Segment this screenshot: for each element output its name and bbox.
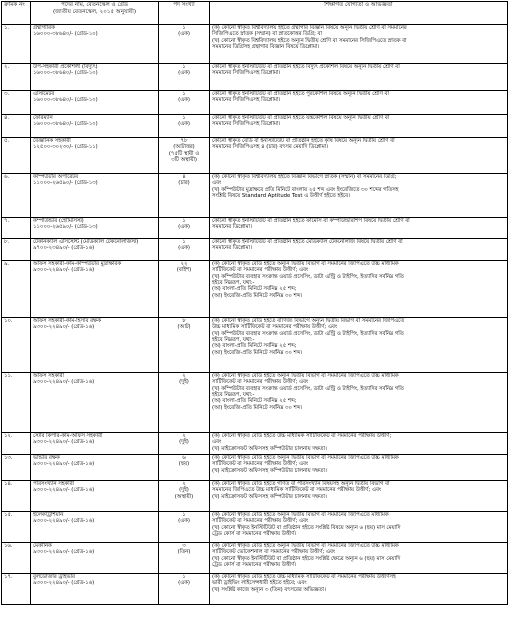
row-count <box>159 25 210 64</box>
row-count-line: (তিন) <box>177 549 191 556</box>
row-count-line: (এক) <box>178 31 190 38</box>
row-qualification-line: (আ) ইংরেজি-প্রতি মিনিটে সর্বনিম্ন ৩০ শব্দ। <box>212 404 303 411</box>
row-count <box>159 455 210 481</box>
table-row <box>2 64 508 91</box>
row-serial: ১১. <box>2 373 31 433</box>
row-post-line: ১২৫০০-৩০২৩০/- (গ্রেড-১১) <box>33 144 98 151</box>
row-qualification <box>210 261 508 318</box>
row-qualification-line: সমমানের ডিগ্রিসহ গ্রন্থাগার বিজ্ঞান বিষয়ে ডিপ্লোমা। <box>212 44 320 51</box>
row-post-line: ভান্ডার রক্ষক <box>33 455 60 461</box>
header-qualification: শিক্ষাগত যোগ্যতা ও অভিজ্ঞতা <box>210 2 508 25</box>
row-post <box>31 481 159 512</box>
row-post-line: অফিস সহকারী-কাম-হিসাব রক্ষক <box>33 318 101 324</box>
row-serial: ১. <box>2 25 31 64</box>
row-post-line: কম্পিউটার অপারেটর <box>33 174 79 180</box>
row-qualification-line: (খ) কোনো স্বীকৃত ইনস্টিটিউট বা প্রতিষ্ঠান হইতে সংশ্লিষ্ট বিষয়ে অন্যূন ৬ (ছয়) মাস মেয়াদি <box>212 524 401 531</box>
row-qualification-line: এবং <box>212 439 222 446</box>
row-count-line: ২ <box>182 433 186 439</box>
row-qualification-line: (অ) বাংলা-প্রতি মিনিটে সর্বনিম্ন ২৫ শব্দ; <box>212 343 297 350</box>
row-serial: ৮. <box>2 239 31 261</box>
row-qualification <box>210 25 508 64</box>
row-qualification <box>210 543 508 574</box>
row-count-line: (ছয়) <box>178 461 190 468</box>
row-count <box>159 543 210 574</box>
row-qualification-line: সমমানের ডিপ্লোমা। <box>212 224 252 231</box>
row-qualification-line: (ক) কোনো স্বীকৃত বোর্ড হইতে অন্যূন দ্বিতীয় বিভাগ বা সমমানের জিপিএতে উচ্চ মাধ্যমিক <box>212 543 399 549</box>
row-qualification-line: সিজিপিএতে স্নাতক (সম্মান) বা স্নাতকোত্তর ডিগ্রি; বা <box>212 31 323 38</box>
row-qualification-line: ট্রেড কোর্স বা সমমানের পরীক্ষায় উত্তীর্ণ। <box>212 562 297 569</box>
row-count-line: (দুই) <box>179 379 189 386</box>
table-row <box>2 318 508 373</box>
row-qualification-line: ভারী ড্রাইভিং লাইসেন্সধারী হইতে হইবে; এবং <box>212 580 307 587</box>
table-row <box>2 373 508 433</box>
row-qualification-line: (আ) ইংরেজি-প্রতি মিনিটে সর্বনিম্ন ৩০ শব্দ। <box>212 349 303 356</box>
row-post-line: ৯৩০০-২২৪৯০/- (গ্রেড-১৬) <box>33 580 95 587</box>
row-count-line: (এক) <box>178 245 190 252</box>
row-qualification-line: সংশ্লিষ্ট বিষয়ে Standard Aptitude Test এ উত্তীর্ণ হইতে হইবে। <box>212 193 350 200</box>
row-serial: ৪. <box>2 115 31 138</box>
row-post-line: ৯৩০০-২২৪৯০/- (গ্রেড-১৬) <box>33 518 95 525</box>
row-post-line: ৯৩০০-২২৪৯০/- (গ্রেড-১৬) <box>33 267 95 274</box>
row-post-line: কম্পাউন্ডার (হোমিসিস্ট) <box>33 218 84 224</box>
row-qualification <box>210 64 508 91</box>
row-post <box>31 512 159 543</box>
row-post-line: মেকানিক <box>33 543 52 549</box>
row-serial: ৩. <box>2 91 31 115</box>
row-post-line: টেকনিক্যাল এসিস্টেন্ট (মেডিক্যাল টেকনোলজিস্ট) <box>33 239 139 245</box>
row-qualification-line: (অ) বাংলা-প্রতি মিনিটে সর্বনিম্ন ২৫ শব্দ; <box>212 286 297 293</box>
row-post-line: ১৬০০০-৩৮৬৪০/- (গ্রেড-১০) <box>33 31 98 38</box>
row-post <box>31 543 159 574</box>
row-count-line: ১ <box>182 91 186 97</box>
row-count <box>159 373 210 433</box>
header-post-note: (জাতীয় বেতনস্কেল, ২০১৫ অনুযায়ী) <box>52 8 137 15</box>
row-qualification-line: কোনো স্বীকৃত ইনস্টিটিউট বা প্রতিষ্ঠান হইতে ফার্মেসি বা কম্পাউন্ডারশিপ বিষয়ে দ্বিতীয় শ্রেণি বা <box>212 218 410 224</box>
row-serial: ৯. <box>2 261 31 318</box>
row-serial: ১০. <box>2 318 31 373</box>
row-count-line: (এক) <box>178 580 190 587</box>
row-serial: ১২. <box>2 433 31 455</box>
table-row <box>2 433 508 455</box>
row-qualification-line: ট্রেড কোর্স বা সমমানের পরীক্ষায় উত্তীর্ণ। <box>212 531 297 538</box>
row-qualification-line: কোনো স্বীকৃত ইনস্টিটিউট বা প্রতিষ্ঠান হইতে যন্ত্রকৌশল বিষয়ে অন্যূন দ্বিতীয় শ্রেণি বা <box>212 115 390 121</box>
row-qualification-line: কোনো স্বীকৃত ইনস্টিটিউট বা প্রতিষ্ঠান হইতে বিদ্যুৎ প্রকৌশল বিষয়ে অন্যূন দ্বিতীয় শ্রেণি বা <box>212 64 400 70</box>
row-post <box>31 64 159 91</box>
row-qualification-line: সমমানের ডিপ্লোমা। <box>212 245 252 252</box>
row-serial: ১৩. <box>2 455 31 481</box>
row-post-line: ১৬০০০-৩৮৬৪০/- (গ্রেড-১০) <box>33 121 98 128</box>
row-post <box>31 574 159 605</box>
row-count-line: ১ <box>182 239 186 245</box>
row-qualification-line: সার্টিফিকেট বা সমমানের পরীক্ষায় উত্তীর্ণ; এবং <box>212 461 309 468</box>
row-count <box>159 512 210 543</box>
row-count-line: ১ <box>182 64 186 70</box>
row-post-line: ১১০০০-২৬৫৯০/- (গ্রেড-১৩) <box>33 224 98 231</box>
row-count <box>159 318 210 373</box>
row-qualification-line: হইবে নিম্নরূপ, যথা:- <box>212 337 255 344</box>
row-post-line: ৯৩০০-২২৪৯০/- (গ্রেড-১৬) <box>33 461 95 468</box>
row-post <box>31 174 159 218</box>
table-row <box>2 91 508 115</box>
header-post <box>31 2 159 25</box>
row-qualification-line: (খ) সংশ্লিষ্ট কাজে অন্যূন ৩ (তিন) বৎসরের অভিজ্ঞতা। <box>212 586 326 593</box>
row-count-line: (এক) <box>178 518 190 525</box>
row-qualification-line: (ক) কোনো স্বীকৃত বিশ্ববিদ্যালয় হইতে গ্রন্থাগার বিজ্ঞান বিষয়ে অন্যূন দ্বিতীয় শ্রেণি বা সমমানের <box>212 25 407 31</box>
row-qualification <box>210 91 508 115</box>
row-qualification-line: (ক) কোনো স্বীকৃত বোর্ড হইতে অন্যূন দ্বিতীয় বিভাগ বা সমমানের জিপিএতে মাধ্যমিক <box>212 512 389 518</box>
row-qualification-line: এবং <box>212 180 222 187</box>
table-row <box>2 174 508 218</box>
row-serial: ৭. <box>2 218 31 239</box>
table-row <box>2 239 508 261</box>
row-count <box>159 574 210 605</box>
row-qualification-line: (খ) কম্পিউটার ব্যবহার সংক্রান্ত ওয়ার্ড প্রসেসিং, ডাটা এন্ট্রি ও টাইপিং, ইত্যাদির সর্বনিম্ন গতি <box>212 273 404 280</box>
row-qualification-line: কোনো স্বীকৃত বোর্ড বা ইনস্টিটিউট বা প্রতিষ্ঠান হইতে কৃষি বিষয়ে অন্যূন দ্বিতীয় শ্রেণি বা <box>212 138 395 144</box>
row-count <box>159 481 210 512</box>
row-post-line: ৯৩০০-২২৪৯০/- (গ্রেড-১৬) <box>33 549 95 556</box>
row-post <box>31 318 159 373</box>
row-count <box>159 138 210 174</box>
row-count-line: (দুই) <box>179 439 189 446</box>
row-count-line: (৭৫টি স্থায়ী ও <box>168 150 200 157</box>
row-count-line: ২ <box>182 481 186 487</box>
row-post <box>31 261 159 318</box>
table-row <box>2 138 508 174</box>
row-post-line: ১১০০০-২৬৫৯০/- (গ্রেড-১৩) <box>33 180 98 187</box>
row-qualification <box>210 433 508 455</box>
row-qualification <box>210 373 508 433</box>
row-qualification-line: (খ) মাইক্রোসফট অফিসসহ কম্পিউটার চালনায় দক্ষতা। <box>212 467 327 474</box>
row-qualification-line: হইবে নিম্নরূপ, যথা:- <box>212 392 255 399</box>
row-count-line: ৩টি অস্থায়ী) <box>171 157 197 164</box>
row-qualification-line: সমমানের সিজিপিএসহ ৪ (চার) বৎসর মেয়াদি ডিপ্লোমা। <box>212 144 329 151</box>
row-count-line: (এক) <box>178 224 190 231</box>
table-row <box>2 218 508 239</box>
row-post-line: পরিসংখ্যান সহকারী <box>33 481 75 487</box>
row-count-line: ৮ <box>182 318 186 324</box>
row-qualification-line: (খ) মাইক্রোসফট অফিসসহ কম্পিউটার চালনায় দক্ষতা। <box>212 445 327 452</box>
row-count <box>159 115 210 138</box>
row-count-line: ১ <box>182 115 186 121</box>
table-header-row <box>2 2 508 25</box>
row-qualification <box>210 318 508 373</box>
row-count-line: ৬ <box>182 455 186 461</box>
row-post-line: ৯৩০০-২২৪৯০/- (গ্রেড-১৬) <box>33 487 95 494</box>
row-post-line: স্টোর কিপার-কাম-অফিস সহকারী <box>33 433 103 439</box>
row-qualification <box>210 138 508 174</box>
header-serial: ক্রমিক নং <box>2 2 31 25</box>
row-count-line: ১ <box>182 25 186 31</box>
row-count-line: ১ <box>182 574 186 580</box>
row-post-line: অফিস সহকারী <box>33 373 65 379</box>
table-row <box>2 512 508 543</box>
row-qualification-line: (খ) কোনো স্বীকৃত ইনস্টিটিউট বা প্রতিষ্ঠান হইতে সংশ্লিষ্ট ক্ষেত্রে অন্যূন ৬ (ছয়) মাস মেয়াদি <box>212 555 401 562</box>
row-count-line: (এক) <box>178 97 190 104</box>
row-qualification-line: (ক) কোনো স্বীকৃত বোর্ড হইতে বাণিজ্য বিভাগে অন্যূন দ্বিতীয় বিভাগ বা সমমানের জিপিএতে <box>212 318 405 324</box>
row-count <box>159 91 210 115</box>
row-qualification <box>210 239 508 261</box>
header-count: পদ সংখ্যা <box>159 2 210 25</box>
row-count <box>159 239 210 261</box>
table-row <box>2 115 508 138</box>
row-qualification-line: হইবে নিম্নরূপ, যথা:- <box>212 280 255 287</box>
row-count-line: ৩ <box>182 543 186 549</box>
row-post-line: ৯৩০০-২২৪৯০/- (গ্রেড-১৬) <box>33 324 95 331</box>
row-qualification-line: (খ) কোনো স্বীকৃত বিশ্ববিদ্যালয় হইতে অন্যূন দ্বিতীয় শ্রেণি বা সমমানের সিজিপিএতে স্নাতক বা <box>212 37 407 44</box>
row-post-line: ১৬০০০-৩৮৬৪০/- (গ্রেড-১০) <box>33 97 98 104</box>
row-post <box>31 373 159 433</box>
row-post-line: ইলেকট্রিশিয়ান <box>33 512 64 518</box>
row-count <box>159 64 210 91</box>
row-qualification-line: সমমানের সিজিপিএসহ ডিপ্লোমা। <box>212 121 281 128</box>
row-count-line: (দুই) <box>179 487 189 494</box>
row-qualification-line: (আ) ইংরেজি-প্রতি মিনিটে সর্বনিম্ন ৩০ শব্দ। <box>212 292 303 299</box>
row-qualification-line: (ক) কোনো স্বীকৃত বিশ্ববিদ্যালয় হইতে বিজ্ঞান বিভাগে স্নাতক (সম্মান) বা সমমানের ডিগ্রি; <box>212 174 397 180</box>
row-post-line: বৈজ্ঞানিক সহকারী <box>33 138 71 144</box>
table-row <box>2 574 508 605</box>
row-qualification <box>210 115 508 138</box>
row-serial: ১৪. <box>2 481 31 512</box>
row-post-line: ৯৩০০-২২৪৯০/- (গ্রেড-১৬) <box>33 379 95 386</box>
row-post-line: ১৬০০০-৩৮৬৪০/- (গ্রেড-১০) <box>33 70 98 77</box>
row-serial: ১৫. <box>2 512 31 543</box>
row-qualification-line: সার্টিফিকেট বা সমমানের পরীক্ষায় উত্তীর্ণ; এবং <box>212 518 309 525</box>
row-count-line: (আটাত্তর) <box>173 144 195 151</box>
row-qualification <box>210 218 508 239</box>
row-count <box>159 218 210 239</box>
row-count-line: ৭৮ <box>180 138 188 144</box>
job-requirements-table <box>1 1 508 605</box>
row-qualification-line: সমমানের সিজিপিএসহ ডিপ্লোমা। <box>212 70 281 77</box>
row-count <box>159 433 210 455</box>
row-qualification-line: (ক) কোনো স্বীকৃত বোর্ড হইতে অন্যূন দ্বিতীয় বিভাগ বা সমমানের জিপিএতে উচ্চ মাধ্যমিক <box>212 373 399 379</box>
row-post <box>31 433 159 455</box>
row-serial: ২. <box>2 64 31 91</box>
row-post-line: ফোরম্যান <box>33 115 53 121</box>
row-count-line: ২২ <box>180 261 188 267</box>
row-post <box>31 25 159 64</box>
row-count-line: (অস্থায়ী) <box>174 493 194 500</box>
table-row <box>2 543 508 574</box>
row-qualification-line: (খ) কম্পিউটার মুদ্রাক্ষরে প্রতি মিনিটে বাংলায় ২৫ শব্দ এবং ইংরেজিতে ৩০ শব্দের গতিসহ <box>212 186 399 193</box>
row-count-line: ১ <box>182 218 186 224</box>
row-qualification-line: (খ) কম্পিউটার ব্যবহার সংক্রান্ত ওয়ার্ড প্রসেসিং, ডাটা এন্ট্রি ও টাইপিং, ইত্যাদির সর্বনিম্ন গতি <box>212 330 404 337</box>
row-qualification <box>210 574 508 605</box>
row-qualification-line: সমমানের সিজিপিএসহ ডিপ্লোমা। <box>212 97 281 104</box>
row-qualification-line: সার্টিফিকেট বা সমমানের পরীক্ষায় উত্তীর্ণ; এবং <box>212 379 309 386</box>
row-serial: ১৬. <box>2 543 31 574</box>
row-qualification-line: (ক) কোনো স্বীকৃত বোর্ড হইতে অন্যূন দ্বিতীয় বিভাগ বা সমমানের জিপিএতে উচ্চ মাধ্যমিক <box>212 261 399 267</box>
row-count-line: ৪ <box>182 174 186 180</box>
row-count-line: (চার) <box>178 180 190 187</box>
row-post-line: অফিস সহকারী-কাম-কম্পিউটার মুদ্রাক্ষরিক <box>33 261 122 267</box>
row-count <box>159 174 210 218</box>
row-serial: ১৭. <box>2 574 31 605</box>
row-count-line: ২ <box>182 373 186 379</box>
row-qualification-line: সার্টিফিকেট বা সমমানের পরীক্ষায় উত্তীর্ণ; এবং <box>212 267 309 274</box>
row-post <box>31 91 159 115</box>
table-row <box>2 481 508 512</box>
table-row <box>2 455 508 481</box>
row-post <box>31 115 159 138</box>
row-qualification-line: (ক) কোনো স্বীকৃত বোর্ড হইতে উচ্চ মাধ্যমিক সার্টিফিকেট বা সমমানের পরীক্ষায় উত্তীর্ণ; <box>212 433 392 439</box>
row-post-line: বুলডোজার ড্রাইভার <box>33 574 75 580</box>
row-count-line: (বাইশ) <box>176 267 192 274</box>
row-qualification-line: (খ) কম্পিউটার ব্যবহার সংক্রান্ত ওয়ার্ড প্রসেসিং, ডাটা এন্ট্রি ও টাইপিং, ইত্যাদির সর্বনিম্ন গতি <box>212 385 404 392</box>
row-post <box>31 455 159 481</box>
row-qualification <box>210 455 508 481</box>
header-post-label: পদের নাম, বেতনস্কেল ও গ্রেড <box>60 2 129 8</box>
row-qualification-line: (ক) কোনো স্বীকৃত বোর্ড হইতে উচ্চ মাধ্যমিক সার্টিফিকেট বা সমমানের পরীক্ষায় উত্তীর্ণসহ <box>212 574 396 580</box>
row-qualification-line: (ক) কোনো স্বীকৃত বোর্ড হইতে গণিত বা পরিসংখ্যান বিষয়সহ অন্যূন দ্বিতীয় বিভাগ বা <box>212 481 390 487</box>
table-row <box>2 25 508 64</box>
row-qualification-line: (অ) বাংলা-প্রতি মিনিটে সর্বনিম্ন ২৫ শব্দ; <box>212 398 297 405</box>
row-count-line: ১ <box>182 512 186 518</box>
row-qualification-line: উচ্চ মাধ্যমিক সার্টিফিকেট বা সমমানের পরীক্ষায় উত্তীর্ণ; এবং <box>212 324 338 331</box>
row-qualification <box>210 512 508 543</box>
row-post-line: এস্টিমেটর <box>33 91 55 97</box>
row-post-line: ৯৭০০-২৩৪৯০/- (গ্রেড-১৬) <box>33 245 95 252</box>
row-count <box>159 261 210 318</box>
row-serial: ৬. <box>2 174 31 218</box>
row-post <box>31 239 159 261</box>
row-qualification <box>210 481 508 512</box>
row-count-line: (আট) <box>177 324 191 331</box>
row-qualification-line: (ক) কোনো স্বীকৃত বোর্ড হইতে অন্যূন দ্বিতীয় বিভাগ বা সমমানের জিপিএতে উচ্চ মাধ্যমিক <box>212 455 399 461</box>
table-row <box>2 261 508 318</box>
row-count-line: (এক) <box>178 121 190 128</box>
row-qualification-line: সমমানের জিপিএতে উচ্চ মাধ্যমিক সার্টিফিকেট বা সমমানের পরীক্ষায় উত্তীর্ণ; এবং <box>212 487 382 494</box>
row-qualification-line: (খ) মাইক্রোসফট অফিসসহ কম্পিউটার চালনায় দক্ষতা। <box>212 493 327 500</box>
row-post-line: গ্রন্থাগারিক <box>33 25 55 31</box>
row-count-line: (এক) <box>178 70 190 77</box>
row-serial: ৫. <box>2 138 31 174</box>
row-qualification-line: সার্টিফিকেট ভোকেশনাল বা সমমানের পরীক্ষায় উত্তীর্ণ; এবং <box>212 549 336 556</box>
row-post-line: ৯৩০০-২২৪৯০/- (গ্রেড-১৬) <box>33 439 95 446</box>
row-post <box>31 218 159 239</box>
row-qualification-line: কোনো স্বীকৃত ইনস্টিটিউট বা প্রতিষ্ঠান হইতে পুরকৌশল বিষয়ে অন্যূন দ্বিতীয় শ্রেণি বা <box>212 91 390 97</box>
row-qualification <box>210 174 508 218</box>
row-qualification-line: কোনো স্বীকৃত ইনস্টিটিউট বা প্রতিষ্ঠান হইতে মেডিক্যাল টেকনোলজি বিষয়ে দ্বিতীয় শ্রেণি বা <box>212 239 403 245</box>
row-post-line: উপ-সহকারী প্রকৌশলী (বিদ্যুৎ) <box>33 64 98 70</box>
row-post <box>31 138 159 174</box>
